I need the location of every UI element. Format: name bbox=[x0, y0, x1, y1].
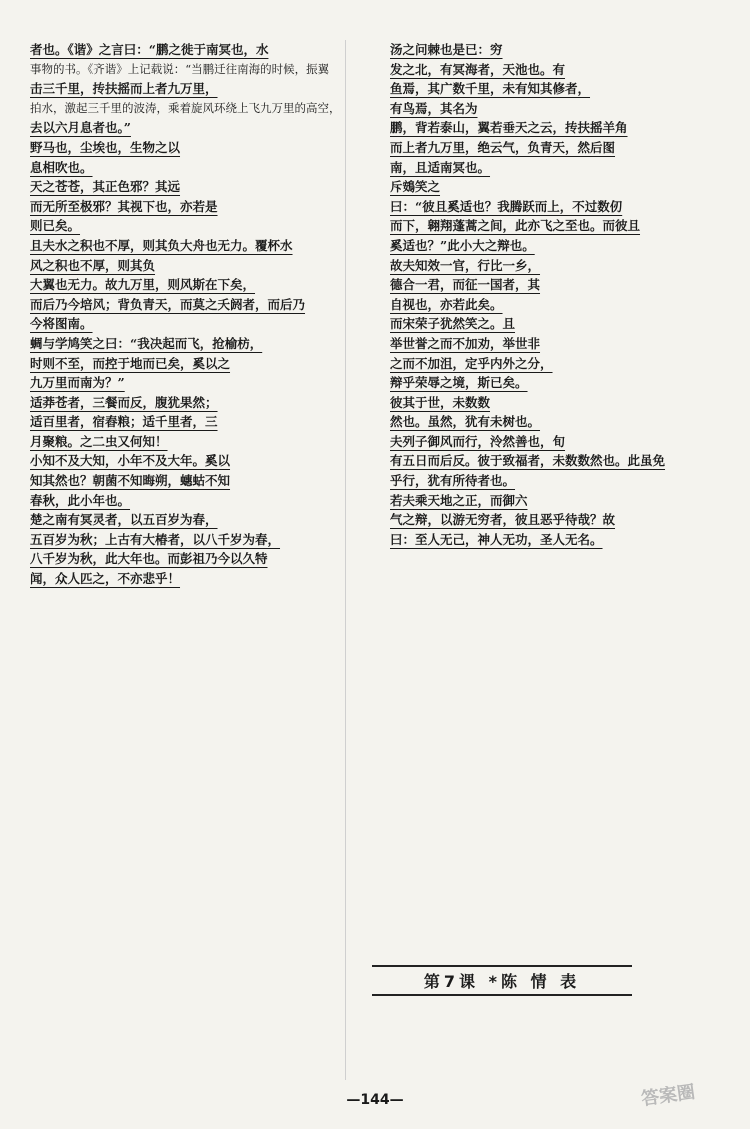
text-line: 适百里者，宿舂粮；适千里者，三 bbox=[30, 414, 218, 430]
text-line: 息相吹也。 bbox=[30, 159, 93, 175]
right-column bbox=[390, 40, 720, 1080]
text-line: 而后乃今培风；背负青天，而莫之夭阏者，而后乃 bbox=[30, 296, 306, 312]
lesson-header bbox=[372, 965, 632, 996]
text-line: 春秋，此小年也。 bbox=[30, 492, 131, 508]
text-line: 德合一君，而征一国者，其 bbox=[390, 277, 541, 293]
text-line: 而上者九万里，绝云气，负青天，然后图 bbox=[390, 139, 616, 155]
page-number: —144— bbox=[346, 1092, 404, 1108]
text-line: 事物的书。《齐谐》上记载说：“当鹏迁往南海的时候，振翼 bbox=[30, 61, 330, 76]
column-divider bbox=[345, 40, 346, 1080]
text-line: 者也。《谐》之言曰：“鹏之徙于南冥也，水 bbox=[30, 42, 269, 57]
text-line: 而无所至极邪？其视下也，亦若是 bbox=[30, 198, 218, 214]
text-line: 拍水，激起三千里的波涛，乘着旋风环绕上飞九万里的高空， bbox=[30, 100, 341, 115]
text-line: 而下，翱翔蓬蒿之间，此亦飞之至也。而彼且 bbox=[390, 218, 641, 234]
text-line: 有鸟焉，其名为 bbox=[390, 100, 478, 116]
text-line: 若夫乘天地之正，而御六 bbox=[390, 492, 528, 508]
text-line: 奚适也？”此小大之辩也。 bbox=[390, 237, 535, 253]
text-line: 野马也，尘埃也，生物之以 bbox=[30, 139, 181, 155]
text-line: 有五日而后反。彼于致福者，未数数然也。此虽免 bbox=[390, 453, 666, 469]
text-line: 辩乎荣辱之境，斯已矣。 bbox=[390, 375, 528, 391]
text-line: 之而不加沮，定乎内外之分， bbox=[390, 355, 553, 371]
left-column bbox=[30, 40, 360, 1080]
text-line: 然也。虽然，犹有未树也。 bbox=[390, 414, 541, 430]
text-line: 南，且适南冥也。 bbox=[390, 159, 491, 175]
text-line: 天之苍苍，其正色邪？其远 bbox=[30, 179, 181, 195]
text-line: 小知不及大知，小年不及大年。奚以 bbox=[30, 453, 231, 469]
textbook-page bbox=[30, 40, 720, 1080]
text-line: 月聚粮。之二虫又何知！ bbox=[30, 433, 168, 449]
text-line: 鱼焉，其广数千里，未有知其修者， bbox=[390, 81, 591, 97]
text-line: 五百岁为秋；上古有大椿者，以八千岁为春， bbox=[30, 531, 281, 547]
text-line: 则已矣。 bbox=[30, 218, 81, 234]
text-line: 乎行，犹有所待者也。 bbox=[390, 473, 516, 489]
watermark-logo: 答案圈 bbox=[639, 1081, 697, 1110]
text-line: 去以六月息者也。” bbox=[30, 120, 131, 136]
text-line: 斥鴳笑之 bbox=[390, 179, 441, 195]
text-line: 举世誉之而不加劝，举世非 bbox=[390, 335, 541, 351]
text-line: 蜩与学鸠笑之曰：“我决起而飞，抢榆枋， bbox=[30, 335, 263, 351]
text-line: 自视也，亦若此矣。 bbox=[390, 296, 503, 312]
text-line: 曰：“彼且奚适也？我腾跃而上，不过数仞 bbox=[390, 198, 623, 214]
text-line: 鹏，背若泰山，翼若垂天之云，抟扶摇羊角 bbox=[390, 120, 628, 136]
text-line: 击三千里，抟扶摇而上者九万里， bbox=[30, 81, 218, 97]
text-line: 适莽苍者，三餐而反，腹犹果然； bbox=[30, 394, 218, 410]
text-line: 闻，众人匹之，不亦悲乎！ bbox=[30, 571, 181, 587]
text-line: 九万里而南为？” bbox=[30, 375, 125, 391]
text-line: 楚之南有冥灵者，以五百岁为春， bbox=[30, 512, 218, 528]
text-line: 时则不至，而控于地而已矣，奚以之 bbox=[30, 355, 231, 371]
text-line: 汤之问棘也是已：穷 bbox=[390, 42, 503, 57]
text-line: 且夫水之积也不厚，则其负大舟也无力。覆杯水 bbox=[30, 237, 293, 253]
text-line: 大翼也无力。故九万里，则风斯在下矣， bbox=[30, 277, 256, 293]
text-line: 气之辩，以游无穷者，彼且恶乎待哉？故 bbox=[390, 512, 616, 528]
text-line: 八千岁为秋，此大年也。而彭祖乃今以久特 bbox=[30, 551, 268, 567]
text-line: 彼其于世，未数数 bbox=[390, 394, 491, 410]
text-line: 曰：至人无己，神人无功，圣人无名。 bbox=[390, 531, 603, 547]
text-line: 故夫知效一官，行比一乡， bbox=[390, 257, 541, 273]
text-line: 夫列子御风而行，泠然善也，旬 bbox=[390, 433, 566, 449]
text-line: 今将图南。 bbox=[30, 316, 93, 332]
lesson-header-title: 第7课 *陈 情 表 bbox=[423, 972, 581, 991]
text-line: 风之积也不厚，则其负 bbox=[30, 257, 156, 273]
text-line: 知其然也？朝菌不知晦朔，蟪蛄不知 bbox=[30, 473, 231, 489]
text-line: 发之北，有冥海者，天池也。有 bbox=[390, 61, 566, 77]
text-line: 而宋荣子犹然笑之。且 bbox=[390, 316, 516, 332]
